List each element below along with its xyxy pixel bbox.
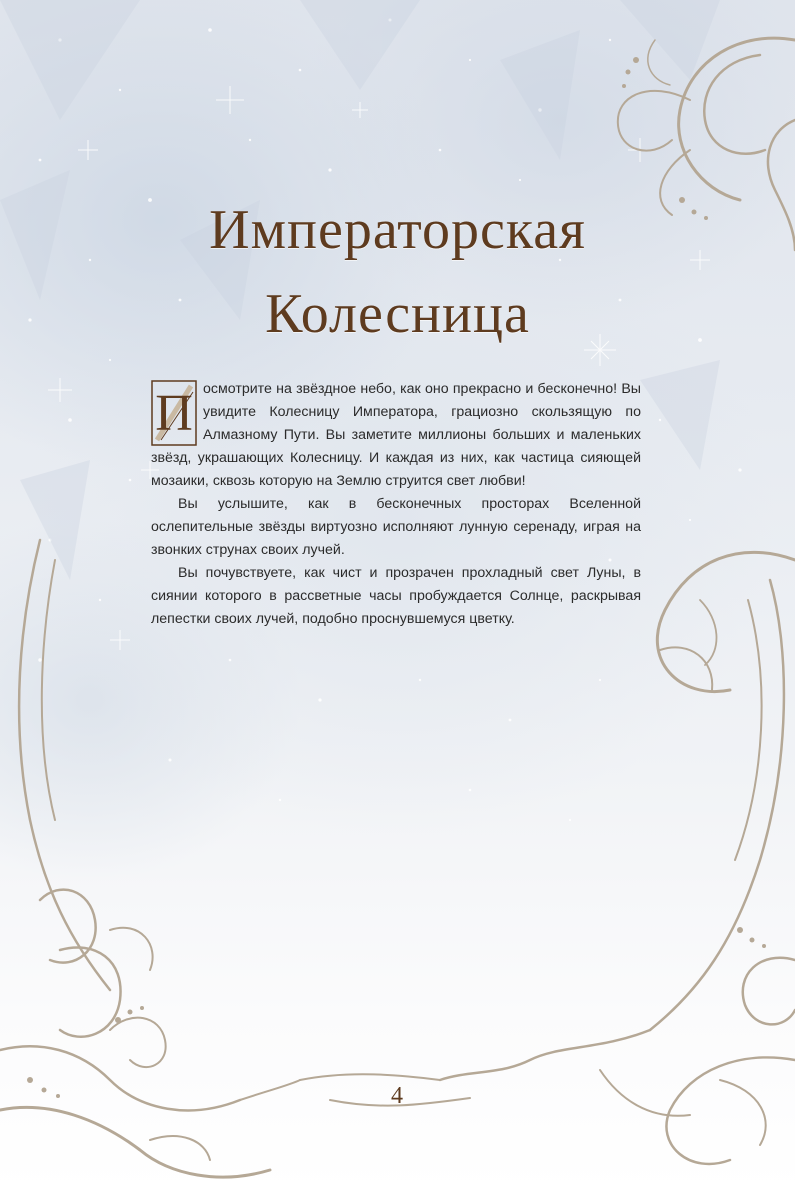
page-number: 4: [391, 1083, 403, 1109]
dropcap-glyph: П: [155, 385, 193, 442]
paragraph-2: Вы услышите, как в бесконечных просторах Вселенной ослепительные звёзды виртуозно исполняют лунную серенаду, играя на звонких струнах своих лучей.: [151, 496, 641, 558]
title-line-1: Императорская: [209, 199, 586, 261]
dropcap-letter: [151, 380, 197, 446]
story-text: [151, 378, 641, 631]
page-title: [100, 188, 695, 356]
title-line-2: Колесница: [265, 283, 530, 345]
paragraph-3: Вы почувствуете, как чист и прозрачен прохладный свет Луны, в сиянии которого в рассветные часы пробуждается Солнце, раскрывая лепестки своих лучей, подобно проснувшемуся цветку.: [151, 565, 641, 627]
paragraph-1-text: осмотрите на звёздное небо, как оно прекрасно и бесконечно! Вы увидите Колесницу Императора, грациозно скользящую по Алмазному Пути. Вы заметите миллионы больших и маленьких звёзд, украшающих Колесницу. И каждая из них, как частица сияющей мозаики, сквозь которую на Землю струится свет любви!: [151, 381, 641, 489]
paragraph-1: [151, 378, 641, 493]
